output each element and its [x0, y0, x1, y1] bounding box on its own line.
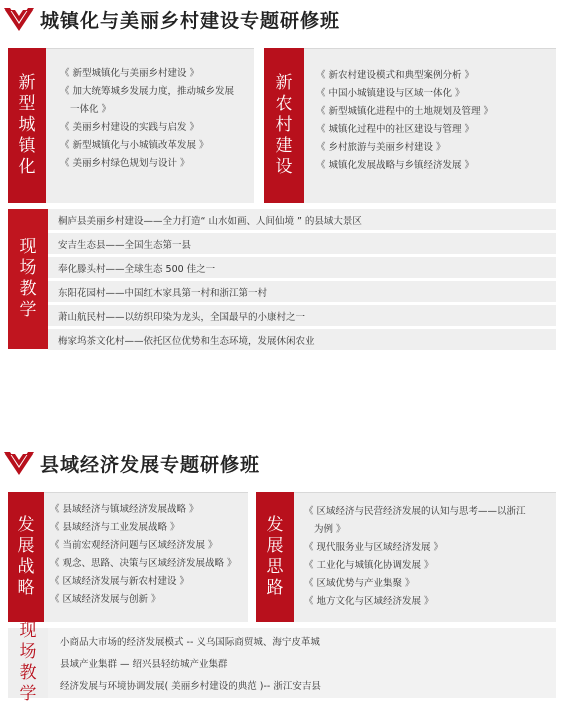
- list-item: 《 工业化与城镇化协调发展 》: [304, 560, 434, 571]
- course-list-right: [304, 48, 556, 203]
- list-item: 《 区域经济发展与创新 》: [50, 594, 161, 605]
- list-item: 《 区域优势与产业集聚 》: [304, 578, 415, 589]
- label-field-teaching: 现场教学: [8, 628, 48, 698]
- list-item: 《 观念、思路、决策与区域经济发展战略 》: [50, 558, 237, 569]
- page-title: 县域经济发展专题研修班: [40, 454, 261, 476]
- table-row: 梅家坞茶文化村——依托区位优势和生态环境，发展休闲农业: [48, 329, 556, 350]
- list-item: 《 新型城镇化与小城镇改革发展 》: [60, 140, 209, 151]
- list-item: 《 新型城镇化进程中的土地规划及管理 》: [316, 106, 494, 117]
- list-item: 《 县域经济与工业发展战略 》: [50, 522, 180, 533]
- list-item: 一体化 》: [70, 104, 112, 115]
- list-item: 《 当前宏观经济问题与区域经济发展 》: [50, 540, 218, 551]
- table-row: 东阳花园村——中国红木家具第一村和浙江第一村: [48, 281, 556, 302]
- section-title-row: [4, 6, 340, 33]
- wing-logo-icon: [4, 7, 34, 33]
- list-item: 《 区域经济发展与新农村建设 》: [50, 576, 190, 587]
- wing-logo-icon: [4, 451, 34, 477]
- label-new-countryside: 新农村建设: [264, 48, 304, 203]
- list-item: 《 地方文化与区域经济发展 》: [304, 596, 434, 607]
- table-row: 萧山航民村——以纺织印染为龙头，全国最早的小康村之一: [48, 305, 556, 326]
- label-development-strategy: 发展战略: [8, 492, 44, 622]
- course-list-left: [44, 492, 248, 622]
- course-list-right: [294, 492, 556, 622]
- field-list: [48, 628, 556, 698]
- label-field-teaching: 现场教学: [8, 209, 48, 349]
- list-item: 县域产业集群 — 绍兴县轻纺城产业集群: [60, 659, 228, 670]
- page-title: 城镇化与美丽乡村建设专题研修班: [40, 10, 341, 32]
- list-item: 《 新型城镇化与美丽乡村建设 》: [60, 68, 200, 79]
- list-item: 《 区域经济与民营经济发展的认知与思考——以浙江: [304, 506, 526, 517]
- list-item: 《 新农村建设模式和典型案例分析 》: [316, 70, 475, 81]
- section-county-economy: [0, 448, 565, 704]
- list-item: 小商品大市场的经济发展模式 -- 义乌国际商贸城、海宁皮革城: [60, 637, 320, 648]
- list-item: 《 城镇化发展战略与乡镇经济发展 》: [316, 160, 475, 171]
- label-development-ideas: 发展思路: [256, 492, 294, 622]
- course-list-left: [46, 48, 254, 203]
- section-title-row: [4, 450, 260, 477]
- label-new-urbanization: 新型城镇化: [8, 48, 46, 203]
- list-item: 《 美丽乡村建设的实践与启发 》: [60, 122, 200, 133]
- list-item: 《 现代服务业与区域经济发展 》: [304, 542, 444, 553]
- table-row: 桐庐县美丽乡村建设——全力打造“ 山水如画、人间仙境 ” 的县域大景区: [48, 209, 556, 230]
- list-item: 《 中国小城镇建设与区域一体化 》: [316, 88, 465, 99]
- list-item: 《 乡村旅游与美丽乡村建设 》: [316, 142, 446, 153]
- list-item: 经济发展与环境协调发展( 美丽乡村建设的典范 )-- 浙江安吉县: [60, 681, 321, 692]
- list-item: 《 城镇化过程中的社区建设与管理 》: [316, 124, 475, 135]
- table-row: 安吉生态县——全国生态第一县: [48, 233, 556, 254]
- list-item: 为例 》: [314, 524, 346, 535]
- list-item: 《 加大统筹城乡发展力度，推动城乡发展: [60, 86, 235, 97]
- list-item: 《 美丽乡村绿色规划与设计 》: [60, 158, 190, 169]
- list-item: 《 县域经济与镇域经济发展战略 》: [50, 504, 199, 515]
- table-row: 奉化滕头村——全球生态 500 佳之一: [48, 257, 556, 278]
